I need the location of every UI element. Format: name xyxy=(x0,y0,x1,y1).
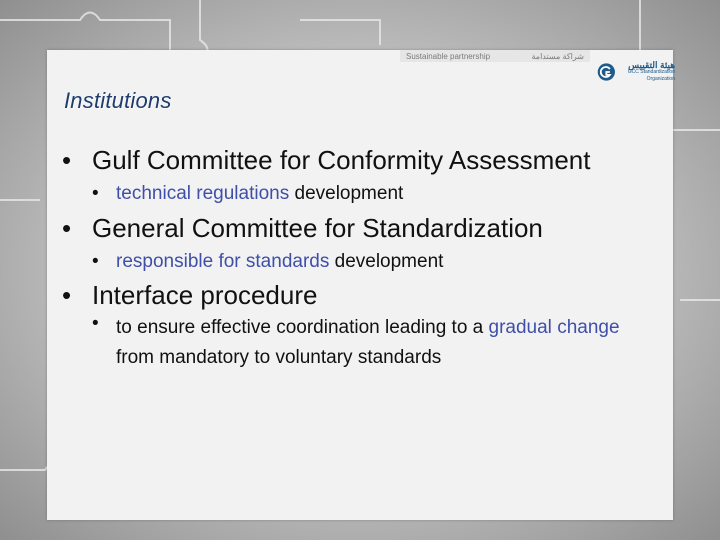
sub-bullet-item-1 xyxy=(92,183,403,205)
logo-subtitle: GCC Standardization Organization xyxy=(627,68,675,82)
gso-logo-icon xyxy=(597,59,616,85)
header-right-text: شراكة مستدامة xyxy=(531,51,584,61)
bullet-item-3 xyxy=(62,280,317,311)
accent-text: gradual xyxy=(488,317,552,338)
slide-header-bar xyxy=(400,50,590,62)
accent-text: change xyxy=(557,317,620,338)
accent-text: technical regulations xyxy=(116,183,290,204)
sub-bullet-item-2-text xyxy=(116,251,443,273)
sub-bullet-item-3-text xyxy=(116,313,656,373)
bullet-item-1-text: Gulf Committee for Conformity Assessment xyxy=(92,145,591,175)
sub-bullet-item-3 xyxy=(92,313,656,373)
bullet-item-2 xyxy=(62,213,543,244)
sub-bullet-item-1-text xyxy=(116,183,403,205)
gso-logo xyxy=(597,54,675,90)
sub-bullet-marker: • xyxy=(92,183,99,204)
bullet-marker: • xyxy=(62,213,72,243)
bullet-marker: • xyxy=(62,145,72,175)
plain-text: from mandatory to voluntary standards xyxy=(116,347,442,368)
logo-name: هيئة التقييس xyxy=(628,59,675,70)
accent-text: responsible for standards xyxy=(116,251,330,272)
plain-text: to ensure effective coordination leading to a xyxy=(116,317,489,338)
sub-bullet-item-2 xyxy=(92,251,443,273)
sub-bullet-marker: • xyxy=(92,251,99,272)
bullet-item-2-text: General Committee for Standardization xyxy=(92,213,543,243)
bullet-item-3-text: Interface procedure xyxy=(92,280,318,310)
plain-text: development xyxy=(289,183,404,204)
sub-bullet-marker: • xyxy=(92,313,99,334)
plain-text: development xyxy=(329,251,444,272)
slide-title: Institutions xyxy=(64,88,172,113)
header-left-text: Sustainable partnership xyxy=(406,51,491,61)
bullet-item-1 xyxy=(62,145,590,176)
bullet-marker: • xyxy=(62,280,72,310)
